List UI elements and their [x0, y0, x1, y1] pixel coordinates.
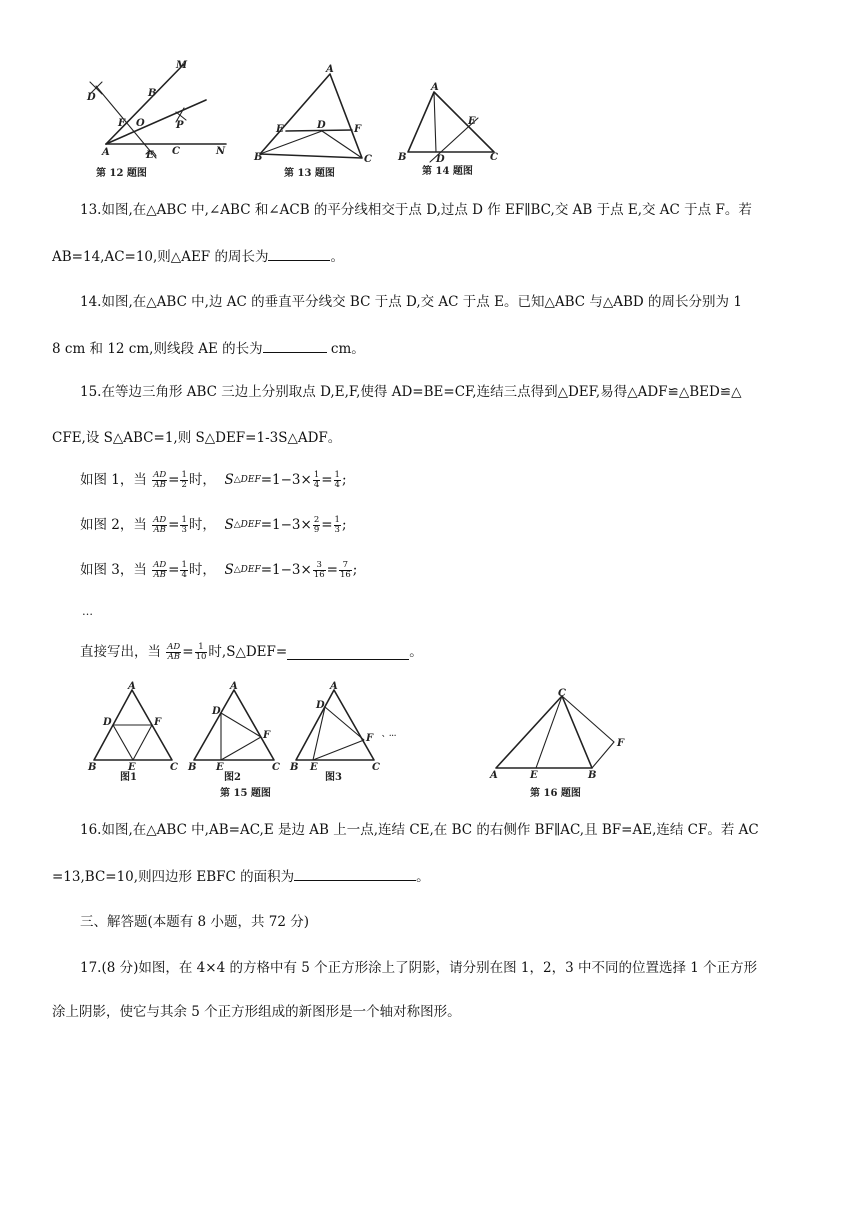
figure-14 — [394, 78, 504, 182]
fraction-ad-ab: $\frac{AD}{AB}$ — [153, 514, 167, 535]
row-end: ; — [352, 562, 358, 578]
fraction-ad-ab: $\frac{AD}{AB}$ — [153, 469, 167, 490]
q15-answer-blank[interactable] — [287, 645, 409, 660]
label-F: F — [263, 730, 271, 741]
fig15-2-inner — [221, 713, 261, 760]
fraction-a: $\frac{2}{9}$ — [313, 514, 320, 535]
q15-line2: CFE,设 S△ABC=1,则 S△DEF=1-3S△ADF。 — [52, 430, 342, 446]
q16-line2-text: =13,BC=10,则四边形 EBFC 的面积为 — [52, 869, 295, 885]
label-E: E — [276, 124, 284, 135]
label-B: B — [88, 762, 97, 773]
fraction-ratio: $\frac{1}{3}$ — [181, 514, 187, 535]
label-A: A — [330, 681, 338, 692]
label-D: D — [212, 706, 221, 717]
equals: = — [182, 644, 194, 660]
q13-line1: 13.如图,在△ABC 中,∠ABC 和∠ACB 的平分线相交于点 D,过点 D 作 EF∥BC,交 AB 于点 E,交 AC 于点 F。若 — [80, 202, 752, 218]
q15-final — [80, 642, 423, 662]
caption-fig14: 第 14 题图 — [422, 166, 473, 177]
triangle-ABC — [260, 74, 362, 158]
caption-fig13: 第 13 题图 — [284, 168, 335, 179]
label-C: C — [558, 688, 566, 699]
label-E: E — [128, 762, 136, 773]
label-A: A — [431, 82, 439, 93]
final-end: 。 — [409, 644, 423, 660]
label-F: F — [118, 118, 126, 129]
q16-line2-end: 。 — [416, 869, 430, 885]
q17-line2: 涂上阴影，使它与其余 5 个正方形组成的新图形是一个轴对称图形。 — [52, 1004, 461, 1020]
equals: = — [321, 472, 333, 488]
fraction-ratio: $\frac{1}{4}$ — [181, 559, 187, 580]
figure-13 — [250, 58, 380, 182]
label-D: D — [316, 700, 325, 711]
segment-DC — [322, 131, 362, 158]
q13-line2-text: AB=14,AC=10,则△AEF 的周长为 — [52, 249, 269, 265]
label-F: F — [154, 717, 162, 728]
label-O: O — [136, 118, 145, 129]
label-P: P — [176, 120, 184, 131]
fraction-result: $\frac{1}{4}$ — [334, 469, 340, 490]
when-text: 时， — [188, 472, 216, 488]
ray-AM — [106, 64, 184, 144]
equals: = — [321, 517, 333, 533]
label-F: F — [366, 733, 374, 744]
q14-line2-text: 8 cm 和 12 cm,则线段 AE 的长为 — [52, 341, 263, 357]
fig15-2-triangle — [194, 690, 274, 760]
area-symbol: S — [224, 472, 234, 488]
expression: =1−3× — [260, 517, 312, 533]
q14-line2 — [52, 338, 365, 359]
q16-line1: 16.如图,在△ABC 中,AB=AC,E 是边 AB 上一点,连结 CE,在 BC 的右侧作 BF∥AC,且 BF=AE,连结 CF。若 AC — [80, 822, 759, 838]
label-B: B — [188, 762, 197, 773]
fraction-result: $\frac{7}{16}$ — [339, 559, 351, 580]
area-subscript: △DEF — [233, 520, 261, 530]
section-3-heading: 三、解答题(本题有 8 小题，共 72 分) — [80, 914, 309, 930]
fraction-result: $\frac{1}{3}$ — [334, 514, 340, 535]
final-label: 直接写出，当 — [80, 644, 161, 660]
q17-line1: 17.(8 分)如图，在 4×4 的方格中有 5 个正方形涂上了阴影，请分别在图 1，2，3 中不同的位置选择 1 个正方形 — [80, 960, 758, 976]
label-A: A — [326, 64, 334, 75]
fig15-sub2: 图2 — [224, 772, 241, 783]
fraction-a: $\frac{3}{16}$ — [313, 559, 325, 580]
label-B: B — [290, 762, 299, 773]
area-symbol: S — [224, 517, 234, 533]
label-E: E — [216, 762, 224, 773]
fraction-ratio: $\frac{1}{2}$ — [181, 469, 187, 490]
area-subscript: △DEF — [233, 475, 261, 485]
label-D: D — [317, 120, 326, 131]
fig15-sub1: 图1 — [120, 772, 137, 783]
figure-15 — [84, 680, 414, 798]
label-B: B — [148, 88, 157, 99]
area-symbol: S — [224, 562, 234, 578]
label-A: A — [230, 681, 238, 692]
when-text: 时， — [188, 562, 216, 578]
label-F: F — [617, 738, 625, 749]
equals: = — [168, 517, 180, 533]
q16-answer-blank[interactable] — [294, 866, 416, 881]
caption-fig16: 第 16 题图 — [530, 788, 581, 799]
fig15-3-triangle — [296, 690, 374, 760]
label-C: C — [170, 762, 178, 773]
expression: =1−3× — [260, 472, 312, 488]
label-A: A — [102, 147, 110, 158]
q14-line2-end: cm。 — [326, 341, 365, 357]
equals: = — [326, 562, 338, 578]
fraction-ratio: $\frac{1}{10}$ — [195, 641, 207, 662]
expression: =1−3× — [260, 562, 312, 578]
q15-ellipsis: … — [82, 605, 93, 618]
label-C: C — [272, 762, 280, 773]
figure-16 — [486, 688, 636, 800]
equals: = — [168, 562, 180, 578]
fig15-sub3: 图3 — [325, 772, 342, 783]
label-M: M — [176, 60, 188, 71]
label-F: F — [354, 124, 362, 135]
q15-line1: 15.在等边三角形 ABC 三边上分别取点 D,E,F,使得 AD=BE=CF,连结三点得到△DEF,易得△ADF≌△BED≌△ — [80, 384, 742, 400]
when-text: 时， — [188, 517, 216, 533]
label-N: N — [216, 146, 226, 157]
label-E: E — [530, 770, 538, 781]
segment-AD — [434, 92, 436, 152]
label-C: C — [172, 146, 180, 157]
q15-row-1 — [80, 470, 347, 490]
triangle-ABC — [496, 696, 592, 768]
row-label: 如图 3，当 — [80, 562, 147, 578]
segment-CE — [536, 696, 562, 768]
q14-answer-blank[interactable] — [263, 338, 327, 353]
figure-12 — [80, 58, 230, 182]
row-end: ; — [341, 517, 347, 533]
label-C: C — [364, 154, 372, 165]
label-C: C — [372, 762, 380, 773]
fraction-a: $\frac{1}{4}$ — [313, 469, 320, 490]
label-E: E — [310, 762, 318, 773]
label-A: A — [490, 770, 498, 781]
label-B: B — [588, 770, 597, 781]
segment-CF — [562, 696, 614, 742]
area-subscript: △DEF — [233, 565, 261, 575]
q16-line2 — [52, 866, 430, 887]
q14-line1: 14.如图,在△ABC 中,边 AC 的垂直平分线交 BC 于点 D,交 AC 于点 E。已知△ABC 与△ABD 的周长分别为 1 — [80, 294, 742, 310]
label-D: D — [436, 154, 445, 165]
equals: = — [168, 472, 180, 488]
label-B: B — [398, 152, 407, 163]
q15-row-2 — [80, 515, 347, 535]
label-E: E — [146, 150, 154, 161]
label-B: B — [254, 152, 263, 163]
label-A: A — [128, 681, 136, 692]
final-mid: 时,S△DEF= — [208, 644, 288, 660]
row-label: 如图 1，当 — [80, 472, 147, 488]
fig15-1-inner — [113, 725, 152, 760]
q15-row-3 — [80, 560, 357, 580]
q13-line2 — [52, 246, 344, 267]
caption-fig15: 第 15 题图 — [220, 788, 271, 799]
label-C: C — [490, 152, 498, 163]
label-E: E — [468, 116, 476, 127]
row-label: 如图 2，当 — [80, 517, 147, 533]
fraction-ad-ab: $\frac{AD}{AB}$ — [153, 559, 167, 580]
caption-fig12: 第 12 题图 — [96, 168, 147, 179]
label-D: D — [103, 717, 112, 728]
q13-answer-blank[interactable] — [268, 246, 330, 261]
fraction-ad-ab: $\frac{AD}{AB}$ — [167, 641, 181, 662]
row-end: ; — [341, 472, 347, 488]
stray-dots: 、... — [382, 729, 397, 738]
segment-BF — [592, 742, 614, 768]
q13-line2-end: 。 — [330, 249, 344, 265]
label-D: D — [87, 92, 96, 103]
